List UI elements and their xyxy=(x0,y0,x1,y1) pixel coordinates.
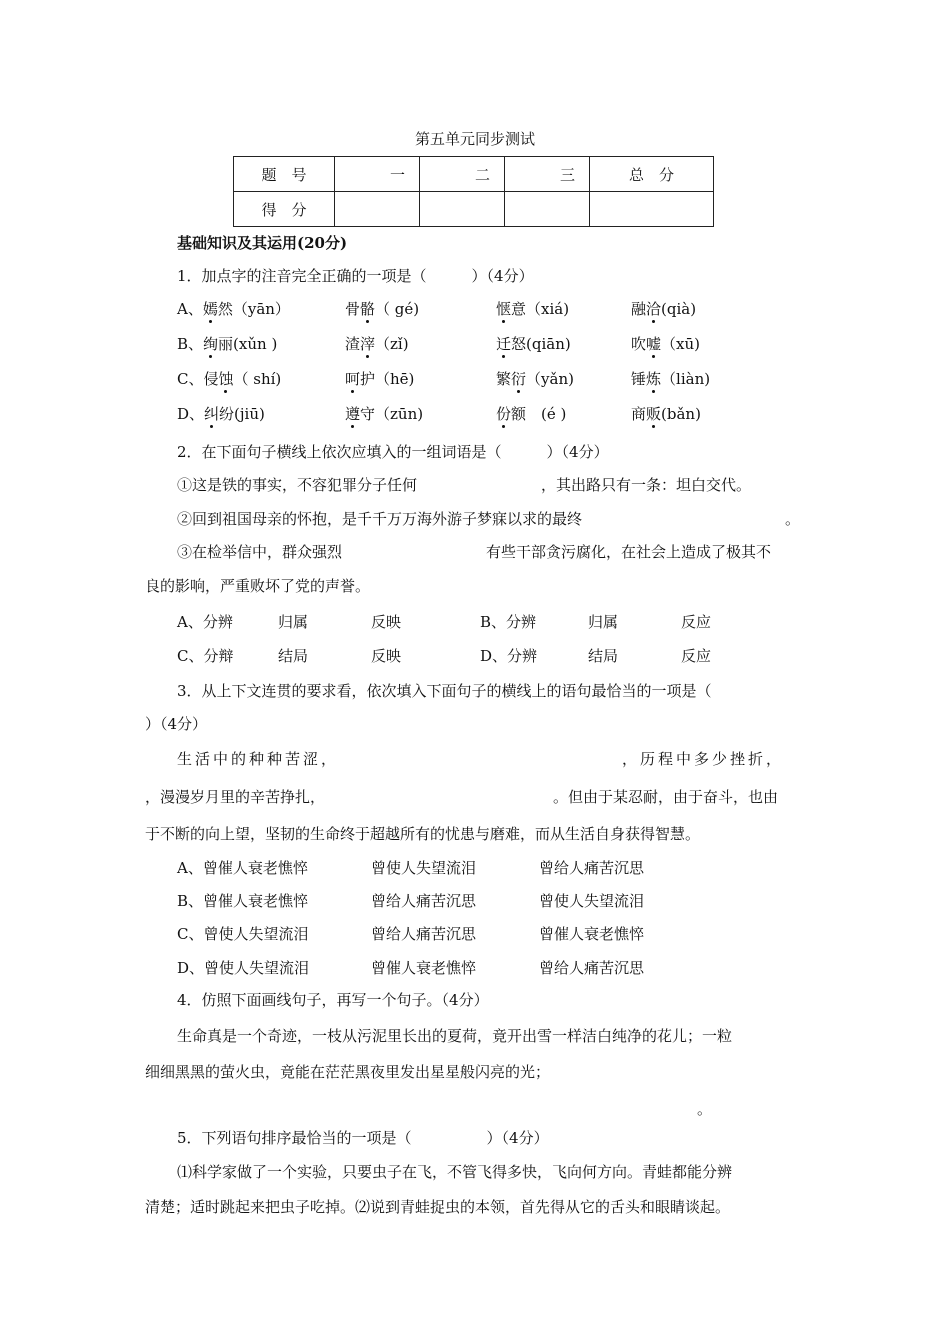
question-2-stem: 2．在下面句子横线上依次应填入的一组词语是（ ）（4分） xyxy=(177,443,609,461)
sentence-1b: ，其出路只有一条：坦白交代。 xyxy=(541,476,752,494)
option-text: 意（xiá) xyxy=(511,300,570,318)
option-text: (bǎn) xyxy=(661,405,701,423)
question-1-stem: 1．加点字的注音完全正确的一项是（ ）（4分） xyxy=(177,267,534,285)
option-text: （yǎn) xyxy=(526,370,574,388)
option-item: B、曾催人衰老憔悴 xyxy=(177,892,309,910)
sentence-3c: 良的影响，严重败坏了党的声誉。 xyxy=(145,577,371,595)
table-cell: 一 xyxy=(335,157,420,192)
option-text: 商 xyxy=(631,405,647,423)
score-cell[interactable] xyxy=(590,192,714,227)
option-text: （ gé) xyxy=(375,300,420,318)
option-text: 渣 xyxy=(345,335,361,353)
question-5-stem: 5．下列语句排序最恰当的一项是（ ）（4分） xyxy=(177,1129,549,1147)
option-item xyxy=(345,298,419,319)
option-item xyxy=(496,333,571,354)
passage-line: 于不断的向上望，坚韧的生命终于超越所有的忧患与磨难，而从生活自身获得智慧。 xyxy=(145,825,701,843)
passage-line: 生命真是一个奇迹，一枝从污泥里长出的夏荷，竟开出雪一样洁白纯净的花儿；一粒 xyxy=(177,1027,733,1045)
option-item xyxy=(496,403,566,424)
sentence-2b: 。 xyxy=(785,510,801,528)
option-c: C、分辩 xyxy=(177,647,234,665)
dotted-character: 衍 xyxy=(511,370,527,388)
option-d: 反应 xyxy=(681,647,712,665)
dotted-character: 遵 xyxy=(345,405,361,423)
sentence-1a: ①这是铁的事实，不容犯罪分子任何 xyxy=(177,476,418,494)
option-text: C、侵 xyxy=(177,370,219,388)
table-cell: 得 分 xyxy=(234,192,335,227)
sentence-3b: 有些干部贪污腐化，在社会上造成了极其不 xyxy=(486,543,772,561)
option-text: 额 (é ) xyxy=(511,405,567,423)
option-text: A、 xyxy=(177,300,203,318)
table-row xyxy=(234,192,714,227)
option-text: 丽(xǔn ) xyxy=(218,335,278,353)
option-text: D、 xyxy=(177,405,205,423)
sentence-3a: ③在检举信中，群众强烈 xyxy=(177,543,343,561)
option-b: 反应 xyxy=(681,613,712,631)
answer-line-end: 。 xyxy=(697,1100,713,1118)
option-item xyxy=(631,368,710,389)
dotted-character: 迁 xyxy=(496,335,512,353)
dotted-character: 骼 xyxy=(360,300,376,318)
option-text: 吹 xyxy=(631,335,647,353)
sentence-2a: ②回到祖国母亲的怀抱，是千千万万海外游子梦寐以求的最终 xyxy=(177,510,583,528)
score-table xyxy=(233,156,714,227)
option-b: 归属 xyxy=(588,613,619,631)
option-item: 曾使人失望流泪 xyxy=(371,859,477,877)
passage-line: 清楚；适时跳起来把虫子吃掉。⑵说到青蛙捉虫的本领，首先得从它的舌头和眼睛谈起。 xyxy=(145,1198,731,1216)
passage-line: ，历程中多少挫折， xyxy=(622,750,785,768)
option-a: 反映 xyxy=(371,613,402,631)
table-cell: 二 xyxy=(420,157,505,192)
question-3-stem: 3．从上下文连贯的要求看，依次填入下面句子的横线上的语句最恰当的一项是（ xyxy=(177,682,712,700)
option-text: 怒(qiān) xyxy=(511,335,571,353)
passage-line: ⑴科学家做了一个实验，只要虫子在飞，不管飞得多快，飞向何方向。青蛙都能分辨 xyxy=(177,1163,733,1181)
score-cell[interactable] xyxy=(505,192,590,227)
dotted-character: 嫣 xyxy=(202,300,218,318)
dotted-character: 嘘 xyxy=(646,335,662,353)
option-item xyxy=(177,368,281,389)
dotted-character: 惬 xyxy=(496,300,512,318)
dotted-character: 炼 xyxy=(646,370,662,388)
passage-line: 生活中的种种苦涩， xyxy=(177,750,340,768)
option-item xyxy=(177,403,265,424)
option-item xyxy=(345,403,423,424)
dotted-character: 呵 xyxy=(345,370,361,388)
option-text: 骨 xyxy=(345,300,361,318)
dotted-character: 纠 xyxy=(204,405,220,423)
page-title: 第五单元同步测试 xyxy=(414,130,535,148)
option-text: (qià) xyxy=(661,300,697,318)
option-item: 曾给人痛苦沉思 xyxy=(371,892,477,910)
option-item: 曾给人痛苦沉思 xyxy=(371,925,477,943)
option-c: 反映 xyxy=(371,647,402,665)
option-item xyxy=(631,298,696,319)
option-item: 曾催人衰老憔悴 xyxy=(371,959,477,977)
option-item xyxy=(177,298,290,319)
dotted-character: 份 xyxy=(496,405,512,423)
option-text: （xū) xyxy=(661,335,701,353)
table-row xyxy=(234,157,714,192)
option-item: 曾给人痛苦沉思 xyxy=(539,859,645,877)
option-text: 融 xyxy=(631,300,647,318)
score-cell[interactable] xyxy=(335,192,420,227)
option-text: B、 xyxy=(177,335,204,353)
option-text: （ shí) xyxy=(233,370,282,388)
passage-line: 。但由于某忍耐，由于奋斗，也由 xyxy=(553,788,779,806)
option-b: B、分辨 xyxy=(480,613,537,631)
option-a: A、分辨 xyxy=(177,613,233,631)
option-item: A、曾催人衰老憔悴 xyxy=(177,859,308,877)
option-item: 曾催人衰老憔悴 xyxy=(539,925,645,943)
dotted-character: 蚀 xyxy=(218,370,234,388)
table-cell: 题 号 xyxy=(234,157,335,192)
dotted-character: 滓 xyxy=(360,335,376,353)
option-item: 曾使人失望流泪 xyxy=(539,892,645,910)
option-text: （zǐ) xyxy=(375,335,409,353)
option-text: 然（yān） xyxy=(217,300,290,318)
option-text: 锤 xyxy=(631,370,647,388)
passage-line: 细细黑黑的萤火虫，竟能在茫茫黑夜里发出星星般闪亮的光； xyxy=(145,1063,551,1081)
section-heading: 基础知识及其运用(20分) xyxy=(177,234,348,252)
dotted-character: 贩 xyxy=(646,405,662,423)
option-a: 归属 xyxy=(278,613,309,631)
option-text: 繁 xyxy=(496,370,512,388)
passage-line: ，漫漫岁月里的辛苦挣扎， xyxy=(145,788,326,806)
option-d: 结局 xyxy=(588,647,619,665)
dotted-character: 绚 xyxy=(203,335,219,353)
option-item xyxy=(496,368,574,389)
score-cell[interactable] xyxy=(420,192,505,227)
option-item: C、曾使人失望流泪 xyxy=(177,925,309,943)
question-3-stem-end: ）（4分） xyxy=(145,715,208,733)
question-4-stem: 4．仿照下面画线句子，再写一个句子。（4分） xyxy=(177,991,489,1009)
table-cell: 总 分 xyxy=(590,157,714,192)
option-item xyxy=(631,403,701,424)
option-text: 纷(jiū) xyxy=(219,405,265,423)
table-cell: 三 xyxy=(505,157,590,192)
option-text: （liàn) xyxy=(661,370,711,388)
option-item xyxy=(496,298,569,319)
option-item xyxy=(177,333,277,354)
option-item xyxy=(631,333,700,354)
option-text: 护（hē) xyxy=(360,370,415,388)
option-item: D、曾使人失望流泪 xyxy=(177,959,310,977)
option-c: 结局 xyxy=(278,647,309,665)
option-item xyxy=(345,368,414,389)
option-d: D、分辨 xyxy=(480,647,538,665)
option-text: 守（zūn) xyxy=(360,405,424,423)
option-item: 曾给人痛苦沉思 xyxy=(539,959,645,977)
dotted-character: 洽 xyxy=(646,300,662,318)
option-item xyxy=(345,333,409,354)
